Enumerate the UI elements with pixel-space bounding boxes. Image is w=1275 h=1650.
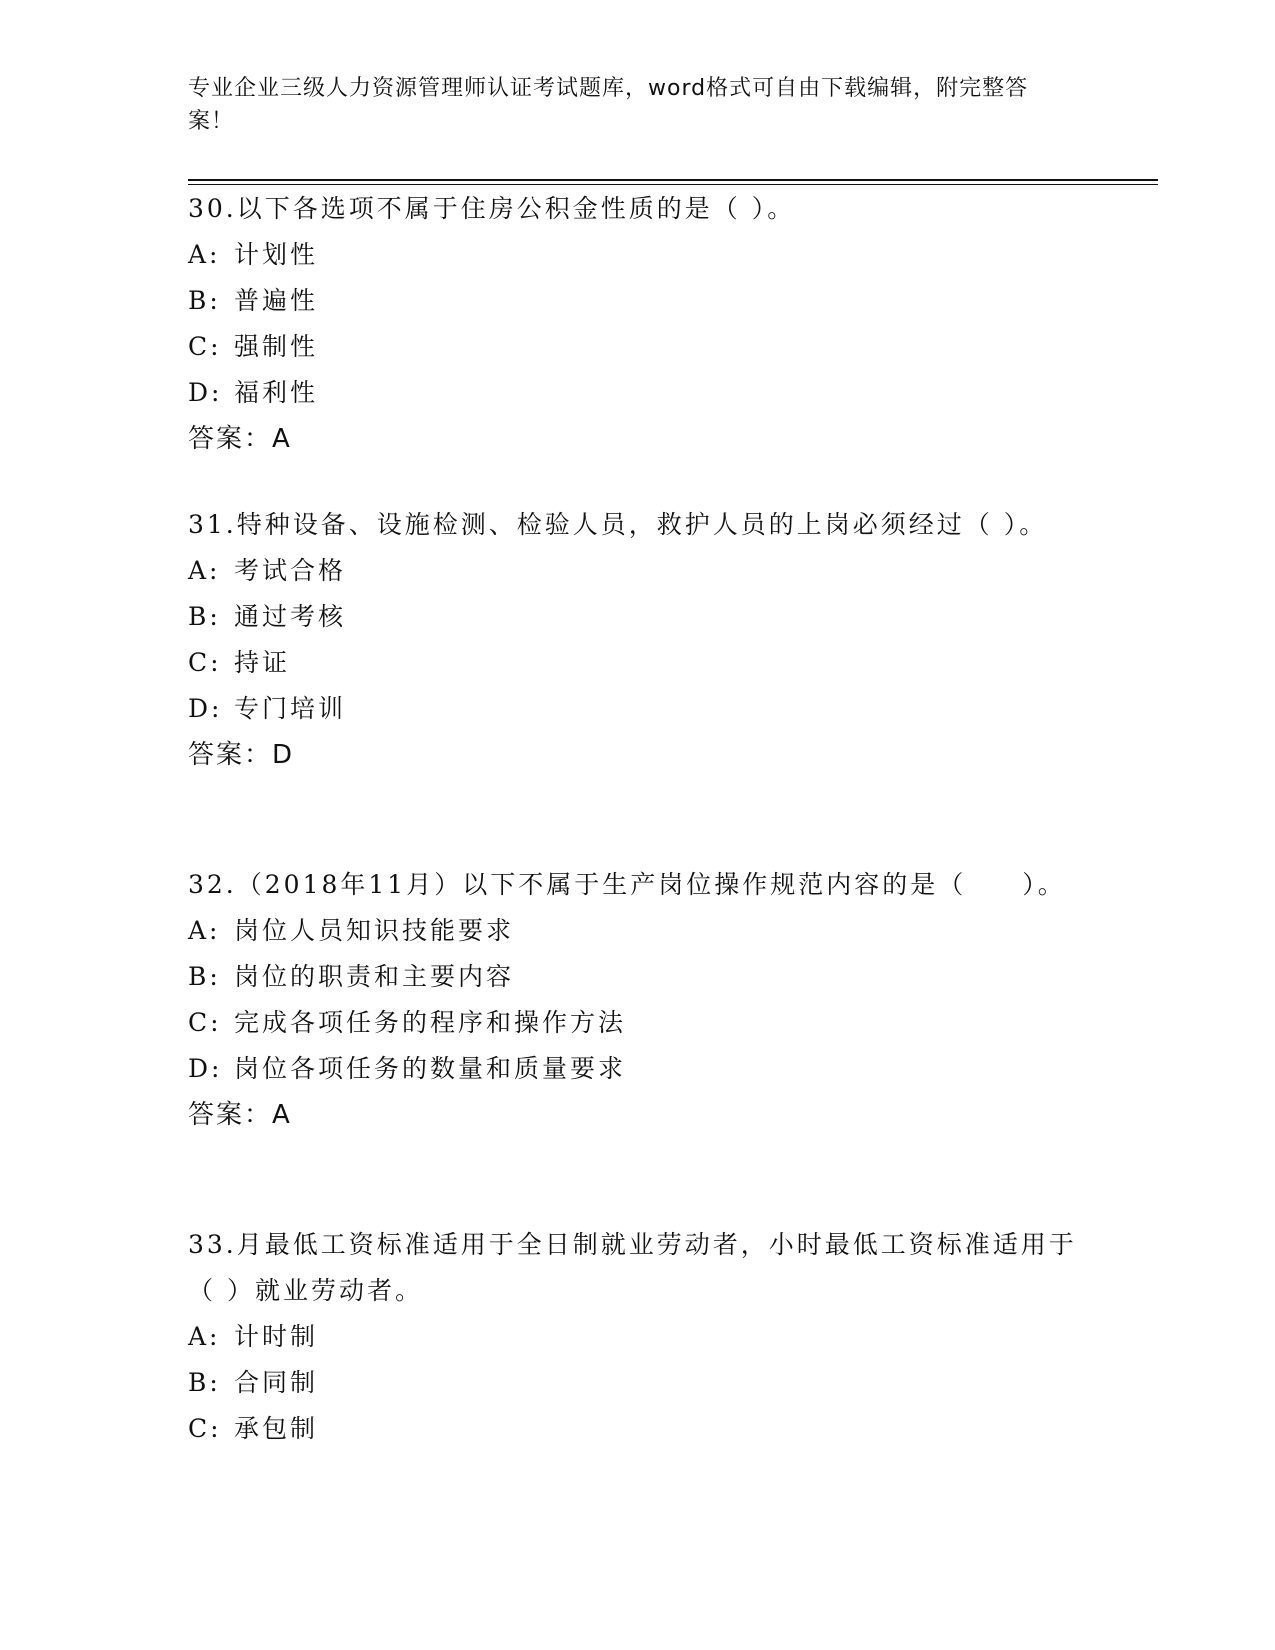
question-33 (188, 1222, 1088, 1452)
option-b (188, 954, 1088, 1000)
option-c (188, 1000, 1088, 1046)
document-header-note: 专业企业三级人力资源管理师认证考试题库，word格式可自由下载编辑，附完整答案！ (188, 76, 1029, 134)
option-b (188, 278, 1088, 324)
option-key: D: (188, 378, 223, 407)
option-text: 岗位的职责和主要内容 (234, 962, 515, 991)
option-key: B: (188, 602, 221, 631)
header-divider-thin (188, 184, 1158, 185)
option-a (188, 908, 1088, 954)
question-31 (188, 502, 1088, 778)
option-text: 持证 (234, 648, 291, 677)
header-divider-thick (188, 179, 1158, 181)
option-key: B: (188, 1368, 221, 1397)
option-key: A: (188, 1322, 221, 1351)
option-d (188, 370, 1088, 416)
option-a (188, 232, 1088, 278)
option-a (188, 548, 1088, 594)
option-text: 专门培训 (234, 694, 347, 723)
option-text: 考试合格 (234, 556, 347, 585)
option-b (188, 1360, 1088, 1406)
question-32 (188, 862, 1088, 1138)
option-a (188, 1314, 1088, 1360)
option-text: 完成各项任务的程序和操作方法 (234, 1008, 627, 1037)
answer-line: 答案：A (188, 424, 292, 454)
option-text: 计划性 (234, 240, 319, 269)
answer-line: 答案：A (188, 1100, 292, 1130)
option-text: 岗位各项任务的数量和质量要求 (234, 1054, 627, 1083)
option-text: 普遍性 (234, 286, 319, 315)
question-stem: 32.（2018年11月）以下不属于生产岗位操作规范内容的是（ ）。 (188, 870, 1066, 899)
question-30 (188, 186, 1088, 462)
option-key: D: (188, 1054, 223, 1083)
option-key: B: (188, 962, 221, 991)
option-key: C: (188, 1414, 222, 1443)
option-text: 计时制 (234, 1322, 319, 1351)
option-d (188, 686, 1088, 732)
option-key: A: (188, 556, 221, 585)
option-text: 强制性 (234, 332, 319, 361)
option-key: D: (188, 694, 223, 723)
question-stem: 33.月最低工资标准适用于全日制就业劳动者，小时最低工资标准适用于（ ）就业劳动者。 (188, 1230, 1077, 1305)
option-d (188, 1046, 1088, 1092)
option-text: 岗位人员知识技能要求 (234, 916, 515, 945)
option-c (188, 640, 1088, 686)
option-text: 承包制 (234, 1414, 319, 1443)
option-c (188, 1406, 1088, 1452)
option-b (188, 594, 1088, 640)
option-key: C: (188, 1008, 222, 1037)
option-c (188, 324, 1088, 370)
option-text: 福利性 (234, 378, 319, 407)
option-key: A: (188, 240, 221, 269)
option-text: 通过考核 (234, 602, 347, 631)
question-stem: 30.以下各选项不属于住房公积金性质的是（ ）。 (188, 194, 796, 223)
option-key: C: (188, 332, 222, 361)
question-stem: 31.特种设备、设施检测、检验人员，救护人员的上岗必须经过（ ）。 (188, 510, 1048, 539)
option-key: B: (188, 286, 221, 315)
option-key: C: (188, 648, 222, 677)
option-key: A: (188, 916, 221, 945)
option-text: 合同制 (234, 1368, 319, 1397)
answer-line: 答案：D (188, 740, 295, 770)
